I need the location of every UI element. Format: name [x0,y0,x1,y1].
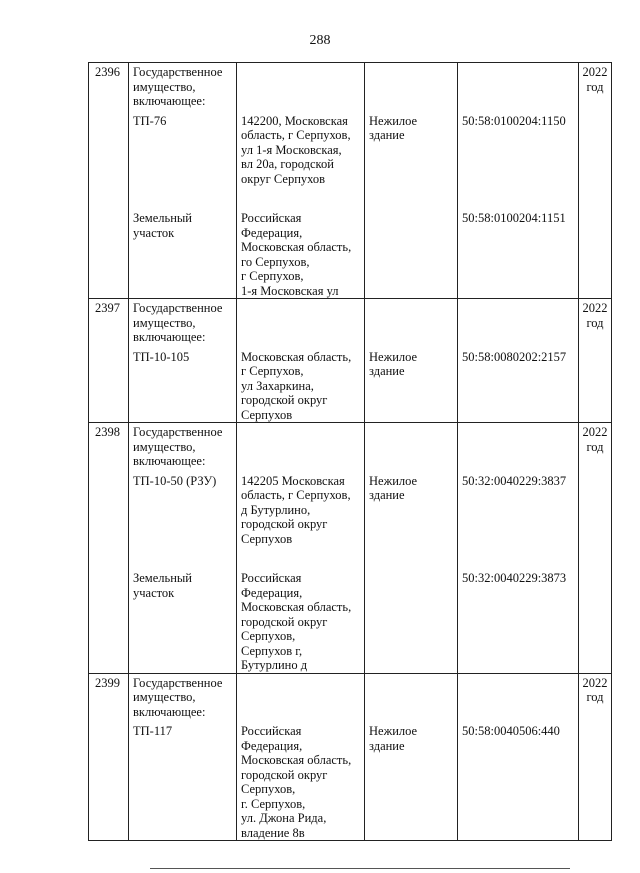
row-number: 2399 [95,675,120,690]
item-gap [462,186,574,211]
header-spacer [241,425,360,474]
item-name: Земельный участок [133,211,192,240]
header-spacer [369,425,453,474]
header-spacer [462,676,574,725]
row-number-cell [89,63,129,299]
header-spacer [241,676,360,725]
item-type: Нежилое здание [369,349,418,378]
item-address: Российская Федерация, Московская область, городской округ Серпухов, Серпухов г, Бутурлино д [241,571,352,672]
item-name: ТП-117 [133,724,173,738]
item-type: Нежилое здание [369,113,418,142]
header-spacer [369,676,453,725]
footer-rule [150,868,570,869]
item-cadastral: 50:58:0080202:2157 [462,349,567,364]
page-number: 288 [309,33,331,48]
item-cadastral: 50:32:0040229:3873 [462,571,567,585]
item-gap [369,186,453,211]
address-cell [237,673,365,841]
year-cell [579,673,612,841]
name-cell [129,673,237,841]
item-type: Нежилое здание [369,724,418,753]
item-gap [133,546,232,571]
year-value: 2022 год [582,301,608,330]
cadastral-cell [458,673,579,841]
header-spacer [369,301,453,350]
item-name: ТП-10-50 (РЗУ) [133,473,217,488]
cadastral-cell [458,423,579,674]
type-cell [365,423,458,674]
item-gap [241,546,360,571]
item-gap [369,546,453,571]
row-number-cell [89,299,129,423]
row-header: Государственное имущество, включающее: [133,675,223,719]
address-cell [237,299,365,423]
item-address: 142205 Московская область, г Серпухов, д Бутурлино, городской округ Серпухов [241,473,351,546]
header-spacer [462,65,574,114]
row-number-cell [89,673,129,841]
header-spacer [369,65,453,114]
item-type [369,571,453,673]
table-row [89,423,612,674]
item-cadastral: 50:58:0040506:440 [462,724,560,738]
name-cell [129,63,237,299]
year-cell [579,63,612,299]
header-spacer [462,301,574,350]
item-address: 142200, Московская область, г Серпухов, ул 1-я Московская, вл 20а, городской округ Серпухов [241,113,351,186]
item-address: Российская Федерация, Московская область, городской округ Серпухов, г. Серпухов, ул. Джона Рида, владение 8в [241,724,352,840]
year-value: 2022 год [582,425,608,454]
row-header: Государственное имущество, включающее: [133,301,223,344]
item-address: Российская Федерация, Московская область, го Серпухов, г Серпухов, 1-я Московская ул [241,211,352,298]
row-number-cell [89,423,129,674]
item-cadastral: 50:32:0040229:3837 [462,473,567,488]
header-spacer [241,301,360,350]
row-header: Государственное имущество, включающее: [133,425,223,468]
row-number: 2396 [95,65,120,79]
address-cell [237,63,365,299]
item-type: Нежилое здание [369,473,418,502]
name-cell [129,423,237,674]
year-cell [579,299,612,423]
year-cell [579,423,612,674]
item-name: Земельный участок [133,571,192,600]
item-cadastral: 50:58:0100204:1151 [462,211,566,225]
property-table [88,62,612,841]
header-spacer [241,65,360,114]
item-name: ТП-10-105 [133,349,190,364]
year-value: 2022 год [582,675,608,704]
header-spacer [462,425,574,474]
item-type [369,211,453,298]
item-address: Московская область, г Серпухов, ул Захаркина, городской округ Серпухов [241,349,352,422]
cadastral-cell [458,63,579,299]
item-name: ТП-76 [133,113,167,128]
year-value: 2022 год [582,65,608,94]
type-cell [365,673,458,841]
item-cadastral: 50:58:0100204:1150 [462,113,566,128]
table-row [89,63,612,299]
cadastral-cell [458,299,579,423]
type-cell [365,63,458,299]
row-number: 2397 [95,301,120,315]
row-number: 2398 [95,425,120,439]
item-gap [133,186,232,211]
item-gap [241,186,360,211]
address-cell [237,423,365,674]
item-gap [462,546,574,571]
table-row [89,673,612,841]
name-cell [129,299,237,423]
table-row [89,299,612,423]
type-cell [365,299,458,423]
row-header: Государственное имущество, включающее: [133,65,223,108]
